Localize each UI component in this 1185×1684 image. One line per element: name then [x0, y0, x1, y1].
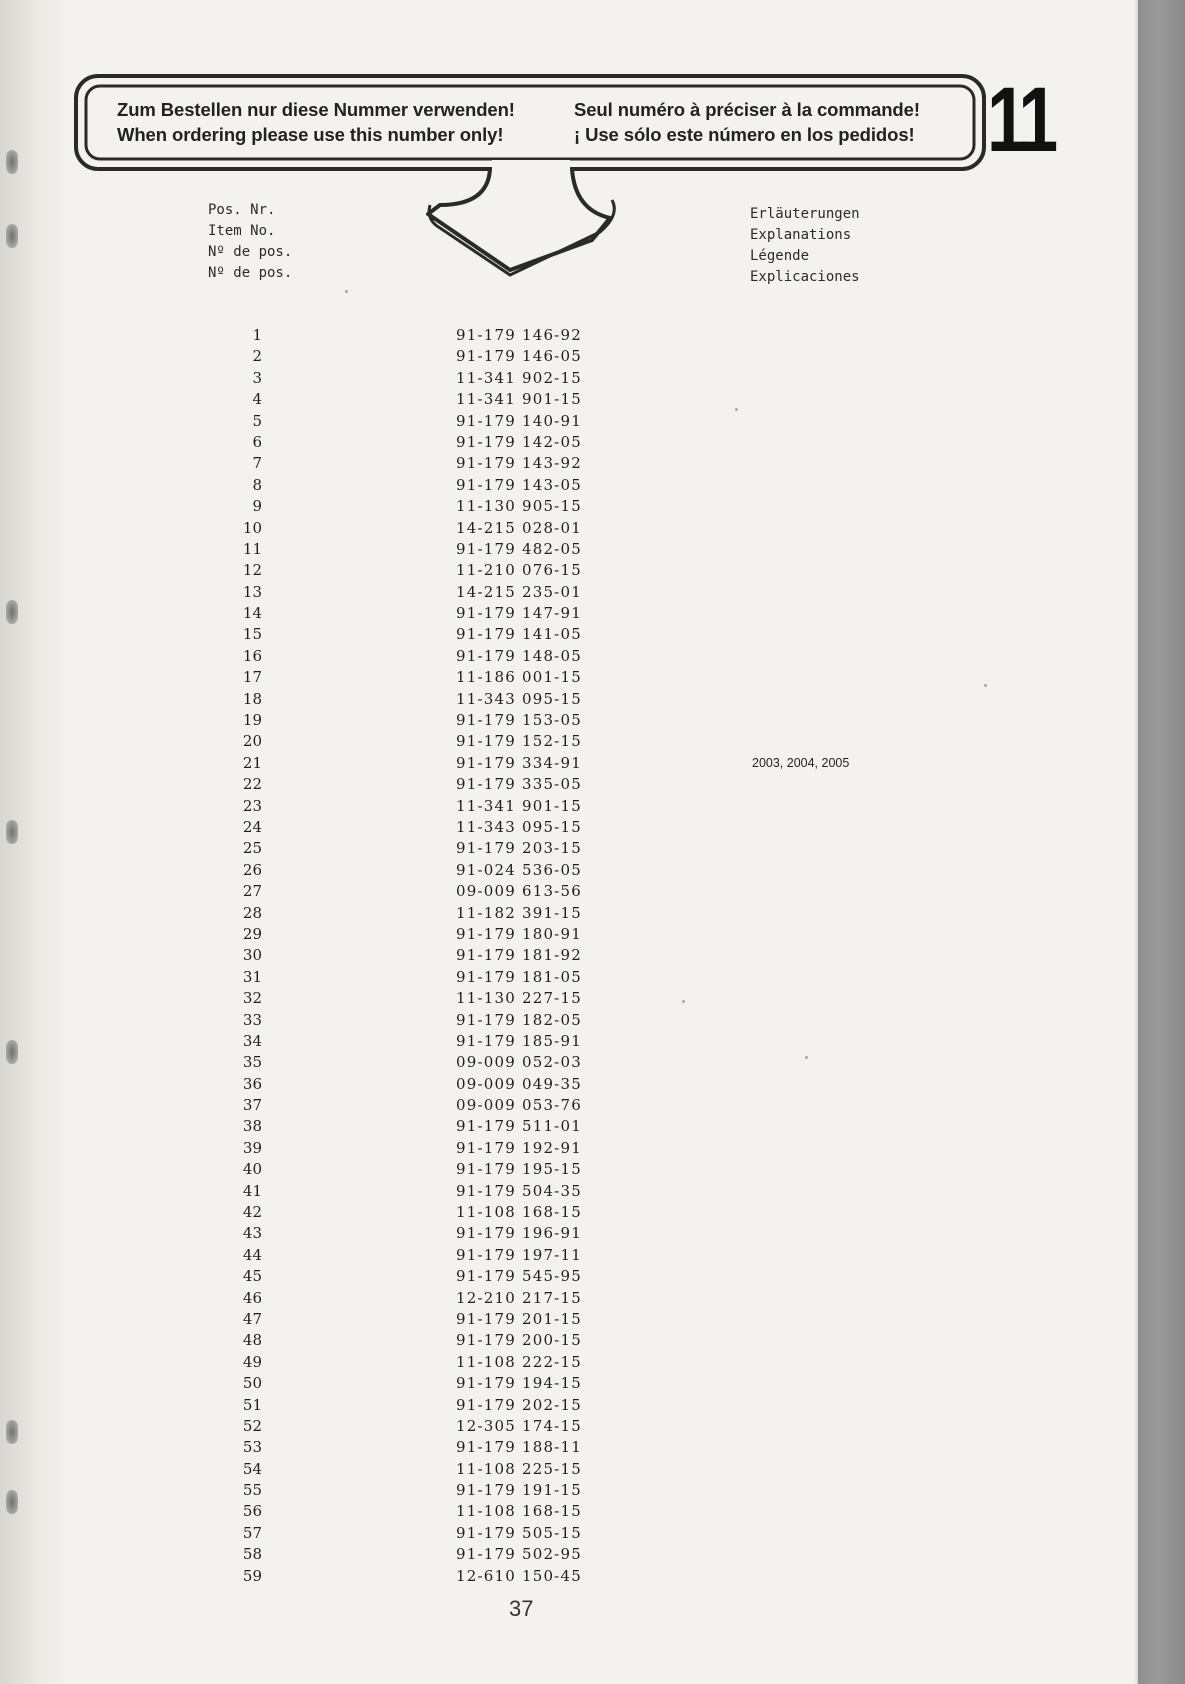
position-number: 36: [242, 1074, 262, 1093]
header-line: Item No.: [208, 223, 276, 239]
position-number: 13: [242, 582, 262, 601]
part-number: 91-179 143-05: [456, 475, 582, 494]
table-row: [0, 710, 1100, 731]
table-row: [0, 453, 1100, 474]
part-number: 11-343 095-15: [456, 689, 582, 708]
table-row: [0, 1138, 1100, 1159]
part-number: 91-179 142-05: [456, 432, 582, 451]
position-number: 24: [242, 817, 262, 836]
position-number: 2: [252, 347, 262, 366]
header-line: Nº de pos.: [208, 244, 293, 260]
table-row: [0, 1416, 1100, 1437]
table-row: [0, 689, 1100, 710]
table-row: [0, 1031, 1100, 1052]
position-number: 45: [242, 1267, 262, 1286]
part-number: 12-305 174-15: [456, 1416, 582, 1435]
position-number: 33: [242, 1010, 262, 1029]
position-number: 52: [242, 1416, 262, 1435]
position-number: 20: [242, 732, 262, 751]
part-number: 12-610 150-45: [456, 1566, 582, 1585]
table-row: [0, 1266, 1100, 1287]
table-row: [0, 1330, 1100, 1351]
part-number: 91-179 195-15: [456, 1160, 582, 1179]
banner-text-german: Zum Bestellen nur diese Nummer verwenden!: [117, 99, 515, 120]
dust-speck: [345, 290, 348, 293]
position-number: 29: [242, 924, 262, 943]
table-row: [0, 346, 1100, 367]
page-number: 37: [509, 1596, 534, 1621]
part-number: 11-108 222-15: [456, 1352, 582, 1371]
position-number: 7: [252, 454, 262, 473]
position-number: 38: [242, 1117, 262, 1136]
banner-right-text: [574, 97, 920, 147]
part-number: 91-179 545-95: [456, 1267, 582, 1286]
position-number: 21: [242, 753, 262, 772]
part-number: 11-182 391-15: [456, 903, 582, 922]
part-number: 91-179 146-05: [456, 347, 582, 366]
part-number: 91-179 153-05: [456, 711, 582, 730]
position-number: 58: [242, 1545, 262, 1564]
part-number: 11-210 076-15: [456, 561, 582, 580]
position-number: 18: [242, 689, 262, 708]
part-number: 11-341 902-15: [456, 368, 582, 387]
part-number: 91-179 335-05: [456, 775, 582, 794]
position-number: 51: [242, 1395, 262, 1414]
part-number: 91-179 141-05: [456, 625, 582, 644]
table-row: [0, 539, 1100, 560]
position-number: 57: [242, 1523, 262, 1542]
part-number: 91-179 143-92: [456, 454, 582, 473]
table-row: [0, 411, 1100, 432]
table-row: [0, 1373, 1100, 1394]
table-row: [0, 1181, 1100, 1202]
position-number: 44: [242, 1245, 262, 1264]
part-number: 11-130 227-15: [456, 989, 582, 1008]
header-line: Explicaciones: [750, 269, 860, 285]
table-row: [0, 838, 1100, 859]
position-number: 19: [242, 711, 262, 730]
position-number: 40: [242, 1160, 262, 1179]
position-number: 32: [242, 989, 262, 1008]
table-row: [0, 1523, 1100, 1544]
part-number: 09-009 049-35: [456, 1074, 582, 1093]
part-number: 09-009 052-03: [456, 1053, 582, 1072]
part-number: 91-179 203-15: [456, 839, 582, 858]
part-number: 91-179 201-15: [456, 1309, 582, 1328]
table-row: [0, 967, 1100, 988]
table-row: [0, 903, 1100, 924]
table-row: [0, 1480, 1100, 1501]
position-number: 28: [242, 903, 262, 922]
part-number: 91-179 148-05: [456, 646, 582, 665]
part-number: 91-179 140-91: [456, 411, 582, 430]
table-row: [0, 1052, 1100, 1073]
part-number: 91-179 191-15: [456, 1481, 582, 1500]
part-number: 91-179 146-92: [456, 326, 582, 344]
table-row: [0, 646, 1100, 667]
table-row: [0, 1116, 1100, 1137]
position-number: 11: [242, 539, 262, 558]
table-row: [0, 1095, 1100, 1116]
position-number: 14: [242, 604, 262, 623]
position-number: 16: [242, 646, 262, 665]
position-number: 10: [242, 518, 262, 537]
position-number: 4: [252, 390, 262, 409]
part-number: 91-179 194-15: [456, 1374, 582, 1393]
table-row: [0, 1566, 1100, 1587]
header-line: Pos. Nr.: [208, 202, 276, 218]
header-line: Erläuterungen: [750, 206, 860, 222]
position-number: 25: [242, 839, 262, 858]
table-row: [0, 368, 1100, 389]
part-number: 11-341 901-15: [456, 390, 582, 409]
chapter-number: 11: [987, 69, 1054, 171]
position-number: 55: [242, 1481, 262, 1500]
position-number: 39: [242, 1138, 262, 1157]
position-number: 3: [252, 368, 262, 387]
part-number: 11-341 901-15: [456, 796, 582, 815]
table-row: [0, 475, 1100, 496]
part-number: 09-009 053-76: [456, 1096, 582, 1115]
part-number: 91-179 147-91: [456, 604, 582, 623]
part-number: 11-130 905-15: [456, 497, 582, 516]
position-number: 59: [242, 1566, 262, 1585]
part-number: 12-210 217-15: [456, 1288, 582, 1307]
table-row: [0, 1010, 1100, 1031]
position-number: 37: [242, 1096, 262, 1115]
position-number: 26: [242, 860, 262, 879]
table-row: [0, 1159, 1100, 1180]
part-number: 09-009 613-56: [456, 882, 582, 901]
table-row: [0, 432, 1100, 453]
part-number: 11-343 095-15: [456, 817, 582, 836]
part-number: 11-186 001-15: [456, 668, 582, 687]
table-row: [0, 945, 1100, 966]
table-row: [0, 924, 1100, 945]
position-number: 56: [242, 1502, 262, 1521]
part-number: 91-179 180-91: [456, 924, 582, 943]
table-row: [0, 389, 1100, 410]
table-row: [0, 603, 1100, 624]
banner-left-text: [117, 97, 515, 147]
position-number: 12: [242, 561, 262, 580]
part-number: 91-179 197-11: [456, 1245, 582, 1264]
position-number: 49: [242, 1352, 262, 1371]
banner-text-spanish: ¡ Use sólo este número en los pedidos!: [574, 124, 915, 145]
part-number: 14-215 028-01: [456, 518, 582, 537]
table-row: [0, 1544, 1100, 1565]
table-row: [0, 560, 1100, 581]
position-number: 30: [242, 946, 262, 965]
part-number: 14-215 235-01: [456, 582, 582, 601]
part-number: 91-179 334-91: [456, 753, 582, 772]
part-number: 91-179 192-91: [456, 1138, 582, 1157]
part-number: 91-179 505-15: [456, 1523, 582, 1542]
position-number: 50: [242, 1374, 262, 1393]
part-number: 91-179 182-05: [456, 1010, 582, 1029]
part-number: 11-108 225-15: [456, 1459, 582, 1478]
table-row: [0, 774, 1100, 795]
part-number: 91-179 511-01: [456, 1117, 582, 1136]
part-number: 11-108 168-15: [456, 1502, 582, 1521]
position-number: 5: [252, 411, 262, 430]
part-number: 91-179 504-35: [456, 1181, 582, 1200]
table-row: [0, 624, 1100, 645]
position-number: 22: [242, 775, 262, 794]
parts-list: [0, 325, 1100, 1587]
position-number: 1: [252, 326, 262, 344]
header-line: Légende: [750, 248, 810, 264]
table-row: [0, 1223, 1100, 1244]
table-row: [0, 860, 1100, 881]
table-row: [0, 1309, 1100, 1330]
part-number: 91-179 196-91: [456, 1224, 582, 1243]
position-number: 47: [242, 1309, 262, 1328]
table-row: [0, 667, 1100, 688]
table-row: [0, 731, 1100, 752]
position-number: 41: [242, 1181, 262, 1200]
table-row: [0, 1288, 1100, 1309]
header-line: Explanations: [750, 227, 852, 243]
position-number: 17: [242, 668, 262, 687]
table-row: [0, 988, 1100, 1009]
position-number: 31: [242, 967, 262, 986]
part-number: 91-179 202-15: [456, 1395, 582, 1414]
part-number: 11-108 168-15: [456, 1203, 582, 1222]
part-number: 91-024 536-05: [456, 860, 582, 879]
dust-speck: [682, 1000, 685, 1003]
position-column-header: [208, 200, 292, 284]
explanations-column-header: [750, 204, 860, 288]
position-number: 34: [242, 1031, 262, 1050]
banner-text-english: When ordering please use this number only!: [117, 124, 504, 145]
part-number: 91-179 482-05: [456, 539, 582, 558]
position-number: 6: [252, 432, 262, 451]
position-number: 8: [252, 475, 262, 494]
table-row: [0, 325, 1100, 346]
part-number: 91-179 502-95: [456, 1545, 582, 1564]
position-number: 23: [242, 796, 262, 815]
position-number: 53: [242, 1438, 262, 1457]
explanation-note: 2003, 2004, 2005: [752, 755, 850, 770]
part-number: 91-179 200-15: [456, 1331, 582, 1350]
position-number: 54: [242, 1459, 262, 1478]
dust-speck: [984, 684, 987, 687]
position-number: 43: [242, 1224, 262, 1243]
table-row: [0, 496, 1100, 517]
position-number: 42: [242, 1203, 262, 1222]
position-number: 9: [252, 497, 262, 516]
table-row: [0, 796, 1100, 817]
table-row: [0, 1501, 1100, 1522]
table-row: [0, 817, 1100, 838]
table-row: [0, 518, 1100, 539]
dust-speck: [735, 408, 738, 411]
table-row: [0, 1202, 1100, 1223]
position-number: 48: [242, 1331, 262, 1350]
part-number: 91-179 152-15: [456, 732, 582, 751]
position-number: 46: [242, 1288, 262, 1307]
table-row: [0, 1437, 1100, 1458]
table-row: [0, 1245, 1100, 1266]
table-row: [0, 753, 1100, 774]
part-number: 91-179 188-11: [456, 1438, 582, 1457]
part-number: 91-179 181-05: [456, 967, 582, 986]
part-number: 91-179 181-92: [456, 946, 582, 965]
position-number: 27: [242, 882, 262, 901]
header-line: Nº de pos.: [208, 265, 293, 281]
dust-speck: [805, 1056, 808, 1059]
table-row: [0, 881, 1100, 902]
position-number: 35: [242, 1053, 262, 1072]
part-number: 91-179 185-91: [456, 1031, 582, 1050]
position-number: 15: [242, 625, 262, 644]
table-row: [0, 1074, 1100, 1095]
banner-text-french: Seul numéro à préciser à la commande!: [574, 99, 920, 120]
table-row: [0, 1459, 1100, 1480]
table-row: [0, 582, 1100, 603]
table-row: [0, 1395, 1100, 1416]
table-row: [0, 1352, 1100, 1373]
